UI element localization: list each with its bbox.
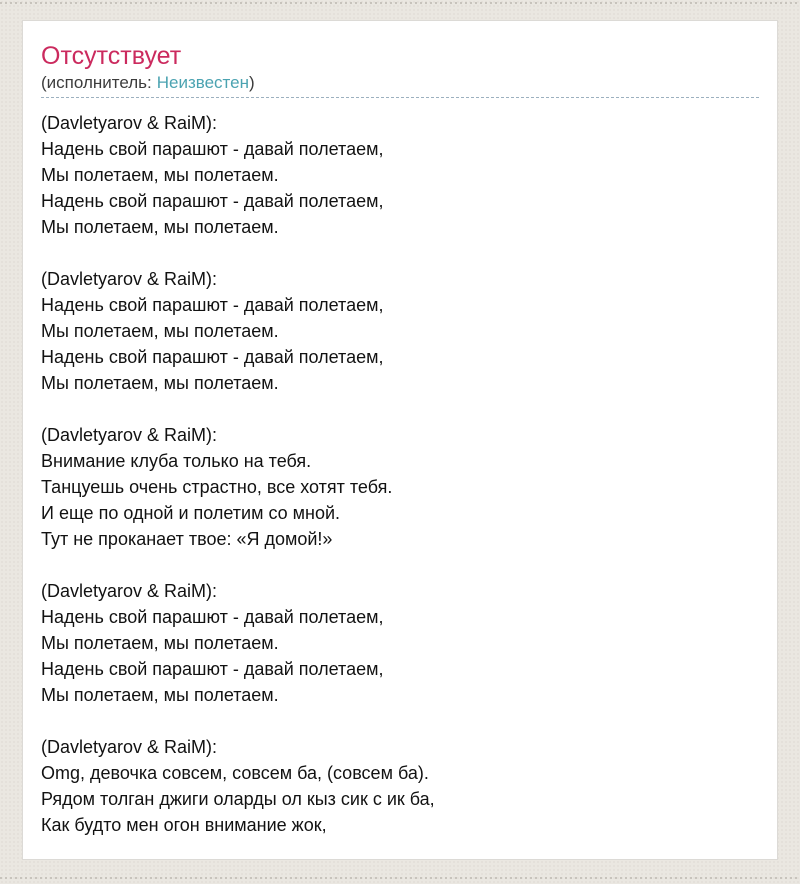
lyrics-block-4 — [41, 578, 759, 708]
lyrics-text — [41, 110, 759, 838]
lyric-line: Надень свой парашют - давай полетаем, — [41, 607, 384, 627]
artist-link[interactable]: Неизвестен — [156, 73, 249, 92]
lyric-line: Надень свой парашют - давай полетаем, — [41, 191, 384, 211]
lyric-line: Надень свой парашют - давай полетаем, — [41, 295, 384, 315]
lyrics-block-5 — [41, 734, 759, 838]
lyric-line: Надень свой парашют - давай полетаем, — [41, 659, 384, 679]
lyrics-block-2 — [41, 266, 759, 396]
lyric-line: Мы полетаем, мы полетаем. — [41, 685, 279, 705]
lyric-line: Мы полетаем, мы полетаем. — [41, 165, 279, 185]
artist-label: (исполнитель: — [41, 73, 152, 92]
artist-line — [41, 73, 759, 98]
lyrics-card — [22, 20, 778, 860]
lyric-line: (Davletyarov & RaiM): — [41, 581, 218, 601]
lyric-line: И еще по одной и полетим со мной. — [41, 503, 341, 523]
lyric-line: Мы полетаем, мы полетаем. — [41, 217, 279, 237]
lyrics-block-1 — [41, 110, 759, 240]
lyric-line: Тут не проканает твое: «Я домой!» — [41, 529, 333, 549]
song-header — [41, 43, 759, 98]
lyric-line: Omg, девочка совсем, совсем ба, (совсем ба). — [41, 763, 429, 783]
lyric-line: Танцуешь очень страстно, все хотят тебя. — [41, 477, 393, 497]
lyric-line: (Davletyarov & RaiM): — [41, 269, 218, 289]
lyric-line: Внимание клуба только на тебя. — [41, 451, 312, 471]
lyric-line: (Davletyarov & RaiM): — [41, 737, 218, 757]
lyric-line: Мы полетаем, мы полетаем. — [41, 373, 279, 393]
lyric-line: Надень свой парашют - давай полетаем, — [41, 139, 384, 159]
lyric-line: (Davletyarov & RaiM): — [41, 425, 218, 445]
lyric-line: Рядом толган джиги оларды ол кыз сик с ик ба, — [41, 789, 435, 809]
artist-close-paren: ) — [249, 73, 255, 92]
lyric-line: Мы полетаем, мы полетаем. — [41, 321, 279, 341]
lyric-line: Надень свой парашют - давай полетаем, — [41, 347, 384, 367]
lyric-line: Мы полетаем, мы полетаем. — [41, 633, 279, 653]
lyric-line: (Davletyarov & RaiM): — [41, 113, 218, 133]
lyric-line: Как будто мен огон внимание жок, — [41, 815, 327, 835]
song-title: Отсутствует — [41, 42, 182, 70]
lyrics-block-3 — [41, 422, 759, 552]
